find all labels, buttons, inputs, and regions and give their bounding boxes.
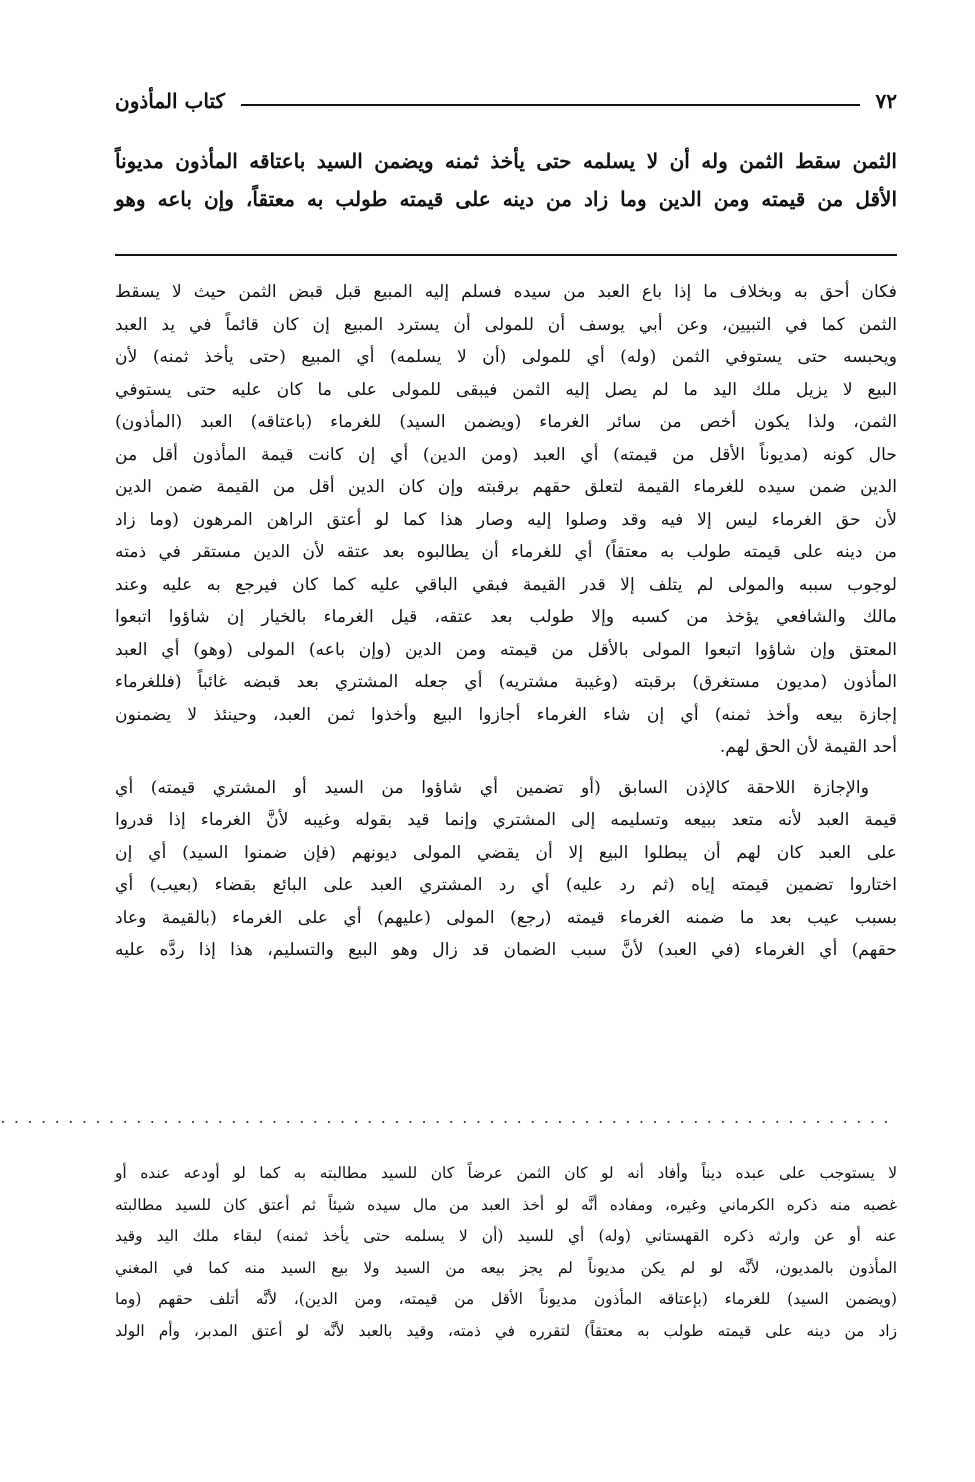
main-text-line: الأقل من قيمته ومن الدين وما زاد من دينه على قيمته طولب به معتقاً، وإن باعه وهو — [115, 187, 897, 211]
footnote-line: لا يستوجب على عبده ديناً وأفاد أنه لو كان الثمن عرضاً كان للسيد مطالبته به كما لو أودعه عنده أو — [115, 1164, 897, 1182]
commentary-line: حقهم) أي الغرماء (في العبد) لأنَّ سبب الضمان قد زال وهو البيع والتسليم، هذا إذا ردَّه عليه — [115, 940, 897, 960]
page-header — [115, 84, 897, 118]
commentary-line: الثمن كما في التبيين، وعن أبي يوسف أن للمولى أن يسترد المبيع إن كان قائماً في يد العبد — [115, 314, 897, 335]
commentary-line: الدين ضمن سيده للغرماء القيمة لتعلق حقهم برقبته وإن كان الدين أقل من القيمة ضمن الدين — [115, 477, 897, 497]
book-title: كتاب المأذون — [115, 89, 225, 113]
footnote-line: المأذون بالمديون، لأنَّه لو لم يكن مديوناً لم يجز بيعه من السيد ولا بيع السيد منه كما في المغني — [115, 1258, 897, 1277]
commentary-line: والإجازة اللاحقة كالإذن السابق (أو تضمين أي شاؤوا من السيد أو المشتري قيمته) أي — [115, 777, 869, 798]
footnote-line: عنه أو عن وارثه ذكره القهستاني (وله) أي للسيد (أن لا يسلمه حتى يأخذ ثمنه) لبقاء ملك اليد وقيد — [115, 1227, 897, 1245]
commentary-line: اختاروا تضمين قيمته إياه (ثم رد عليه) أي رد المشتري العبد على البائع بقضاء (بعيب) أي — [115, 875, 897, 895]
paragraph-gap — [115, 764, 897, 772]
commentary-line: من دينه على قيمته طولب به معتقاً) أي للغرماء أن يطالبوه بعد عتقه لأن الدين مستقر في ذمته — [115, 542, 897, 562]
commentary-line: لوجوب سببه والمولى لم يتلف إلا قدر القيمة فبقي الباقي عليه كما كان فيرجع به عليه وعند — [115, 574, 897, 595]
main-text-line: الثمن سقط الثمن وله أن لا يسلمه حتى يأخذ ثمنه ويضمن السيد باعتاقه المأذون مديوناً — [115, 149, 897, 173]
commentary-line: إجازة بيعه وأخذ ثمنه) أي إن شاء الغرماء أجازوا البيع وأخذوا ثمن العبد، وحينئذ لا يضمنون — [115, 704, 897, 725]
commentary-line: حال كونه (مديوناً الأقل من قيمته) أي العبد (ومن الدين) أي إن كانت قيمة المأذون أقل من — [115, 444, 897, 465]
footnote — [115, 1158, 897, 1347]
commentary-line: بسبب عيب بعد ما ضمنه الغرماء قيمته (رجع) المولى (عليهم) أي على الغرماء (بالقيمة وعاد — [115, 907, 897, 928]
commentary-line: البيع لا يزيل ملك اليد ما لم يصل إليه الثمن فيبقى للمولى على ما كان عليه حتى يستوفي — [115, 379, 897, 400]
main-text — [115, 142, 897, 218]
footnote-separator-dots: .................................................................. — [0, 1108, 897, 1127]
commentary-line: المعتق وإن شاؤوا اتبعوا المولى بالأقل من قيمته ومن الدين (وإن باعه) المولى (وهو) أي العبد — [115, 639, 897, 660]
commentary-line: لأن حق الغرماء ليس إلا فيه وقد وصلوا إليه وصار هذا كما لو أعتق الراهن المرهون (وما زاد — [115, 509, 897, 530]
commentary-line: الثمن، ولذا يكون أخص من سائر الغرماء (ويضمن السيد) للغرماء (باعتاقه) العبد (المأذون) — [115, 412, 897, 432]
footnote-line: زاد من دينه على قيمته طولب به معتقاً) لتقرره في ذمته، وقيد بالعبد لأنَّه لو أعتق المدبر، وأم الولد — [115, 1321, 897, 1340]
commentary-line: فكان أحق به وبخلاف ما إذا باع العبد من سيده فسلم إليه المبيع قبل قبض الثمن حيث لا يسقط — [115, 282, 897, 302]
footnote-line: (ويضمن السيد) للغرماء (بإعتاقه المأذون مديوناً الأقل من قيمته، ومن الدين)، لأنَّه أتلف حقهم (وما — [115, 1290, 897, 1308]
page-number: ٧٢ — [875, 89, 897, 113]
commentary-line: أحد القيمة لأن الحق لهم. — [719, 737, 897, 757]
commentary-line: قيمة العبد لأنه متعد ببيعه وتسليمه إلى المشتري وإنما قيد بقوله وغيبه لأنَّ الغرماء إذا قدروا — [115, 810, 897, 830]
commentary-line: ويحبسه حتى يستوفي الثمن (وله) أي للمولى (أن لا يسلمه) أي المبيع (حتى يأخذ ثمنه) لأن — [115, 347, 897, 367]
commentary-line: مالك والشافعي يؤخذ من كسبه وإلا طولب بعد عتقه، قيل الغرماء بالخيار إن شاؤوا اتبعوا — [115, 607, 897, 627]
commentary-line: على العبد كان لهم أن يبطلوا البيع إلا أن يقضي المولى ديونهم (فإن ضمنوا السيد) أي إن — [115, 842, 897, 863]
commentary — [115, 276, 897, 967]
book-page — [0, 70, 897, 1450]
header-rule — [241, 104, 860, 106]
commentary-line: المأذون (مديون مستغرق) برقبته (وغيبة مشتريه) أي جعله المشتري بعد قبضه غائباً (فللغرماء — [115, 672, 897, 692]
footnote-line: غصبه منه ذكره الكرماني وغيره، ومفاده أنَّه لو أخذ العبد من مال سيده شيئاً ثم أعتق كان للسيد مطالبته — [115, 1195, 897, 1214]
main-commentary-divider — [115, 254, 897, 256]
